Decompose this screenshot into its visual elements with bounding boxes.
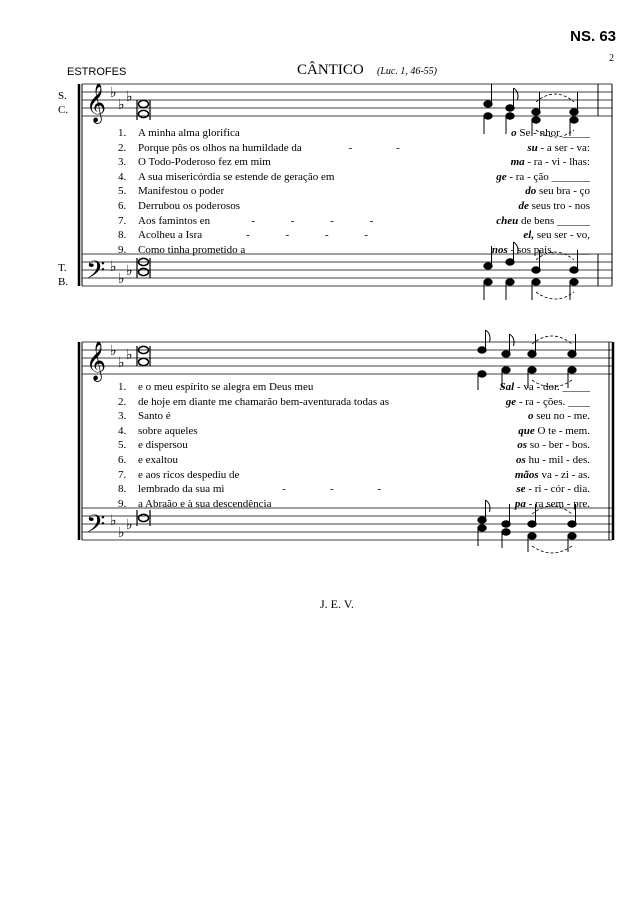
- verse-ending: os hu - mil - des.: [516, 454, 590, 466]
- verse-line: 9. a Abraão e à sua descendência pa - ra sem - pre.: [118, 497, 590, 510]
- verse-line: 1. A minha alma glorifica o Se - nhor _____: [118, 127, 590, 139]
- author: J. E. V.: [320, 597, 354, 611]
- scripture-reference: (Luc. 1, 46-55): [377, 66, 437, 77]
- verse-line: 2. Porque pôs os olhos na humildade da - - su - a ser - va:: [118, 141, 590, 154]
- verse-ending: de seus tro - nos: [518, 200, 590, 212]
- svg-text:♭: ♭: [118, 97, 125, 113]
- svg-text:♭: ♭: [126, 263, 133, 279]
- verse-number: 4.: [118, 424, 127, 437]
- verse-line: 5. e dispersou os so - ber - bos.: [118, 439, 590, 452]
- verse-number: 2.: [118, 141, 127, 154]
- verse-number: 8.: [118, 229, 127, 242]
- bass-clef-1: 𝄢: [86, 256, 106, 291]
- verse-number: 1.: [118, 127, 127, 139]
- svg-text:♭: ♭: [118, 271, 125, 287]
- verse-line: 8. Acolheu a Isra - - - - el, seu ser - vo,: [118, 229, 590, 242]
- hymn-title: CÂNTICO: [297, 62, 364, 78]
- voice-label-t: T.: [58, 262, 67, 274]
- verse-line: 6. e exaltou os hu - mil - des.: [118, 454, 590, 466]
- verse-number: 7.: [118, 214, 127, 227]
- verse-number: 9.: [118, 497, 127, 510]
- treble-clef-1: 𝄞: [86, 83, 107, 123]
- voice-label-c: C.: [58, 104, 69, 116]
- verse-line: 1. e o meu espírito se alegra em Deus meu Sal - va - dor. _____: [118, 381, 590, 393]
- verse-ending: se - ri - cór - dia.: [516, 483, 590, 496]
- svg-text:♭: ♭: [118, 355, 125, 371]
- verse-number: 5.: [118, 185, 127, 198]
- page-number: 2: [609, 53, 614, 64]
- verse-line: 7. e aos ricos despediu de mãos va - zi - as.: [118, 468, 590, 481]
- verse-line: 9. Como tinha prometido a nos - sos pais, ______: [118, 243, 590, 256]
- verse-ending: os so - ber - bos.: [517, 439, 590, 452]
- verse-ending: ge - ra - ção _______: [496, 170, 590, 183]
- verse-ending: do seu bra - ço: [525, 185, 590, 198]
- verse-number: 8.: [118, 483, 127, 496]
- verse-ending: mãos va - zi - as.: [514, 468, 590, 481]
- voice-label-s: S.: [58, 90, 67, 102]
- verse-ending: su - a ser - va:: [527, 141, 590, 154]
- verse-line: 6. Derrubou os poderosos de seus tro - nos: [118, 200, 590, 212]
- verse-ending: o Se - nhor _____: [511, 127, 590, 139]
- verse-number: 7.: [118, 468, 127, 481]
- verse-ending: cheu de bens ______: [496, 214, 590, 227]
- verse-number: 9.: [118, 243, 127, 256]
- verse-line: 4. sobre aqueles que O te - mem.: [118, 424, 590, 437]
- verse-line: 3. O Todo-Poderoso fez em mim ma - ra - vi - lhas:: [118, 156, 590, 169]
- verse-ending: Sal - va - dor. _____: [499, 381, 590, 393]
- verse-line: 5. Manifestou o poder do seu bra - ço: [118, 185, 590, 198]
- svg-text:♭: ♭: [126, 517, 133, 533]
- verse-number: 6.: [118, 454, 127, 466]
- verse-number: 3.: [118, 410, 127, 423]
- verse-number: 5.: [118, 439, 127, 452]
- svg-text:♭: ♭: [110, 259, 117, 275]
- verse-ending: o seu no - me.: [527, 410, 590, 423]
- verse-line: 3. Santo é o seu no - me.: [118, 410, 590, 423]
- verse-line: 7. Aos famintos en - - - - cheu de bens ______: [118, 214, 590, 227]
- verse-number: 2.: [118, 395, 127, 408]
- verse-number: 1.: [118, 381, 127, 393]
- verse-number: 6.: [118, 200, 127, 212]
- verse-ending: pa - ra sem - pre.: [514, 497, 590, 510]
- section-label: ESTROFES: [67, 66, 127, 78]
- verse-line: 2. de hoje em diante me chamarão bem-aventurada todas as ge - ra - ções. ____: [118, 395, 590, 408]
- svg-text:♭: ♭: [118, 525, 125, 541]
- verse-ending: el, seu ser - vo,: [523, 229, 590, 242]
- verse-ending: ge - ra - ções. ____: [505, 395, 590, 408]
- svg-text:♭: ♭: [110, 343, 117, 359]
- verse-line: 8. lembrado da sua mi - - - se - ri - cór - dia.: [118, 483, 590, 496]
- treble-clef-2: 𝄞: [86, 341, 107, 381]
- verse-number: 4.: [118, 170, 127, 183]
- verse-ending: que O te - mem.: [518, 424, 590, 437]
- hymn-number: NS. 63: [570, 28, 616, 45]
- verse-number: 3.: [118, 156, 127, 169]
- svg-text:♭: ♭: [110, 85, 117, 101]
- svg-text:♭: ♭: [126, 347, 133, 363]
- verse-line: 4. A sua misericórdia se estende de geração em ge - ra - ção _______: [118, 170, 590, 183]
- bass-clef-2: 𝄢: [86, 510, 106, 545]
- verse-ending: ma - ra - vi - lhas:: [510, 156, 590, 169]
- verse-ending: nos - sos pais, ______: [491, 243, 590, 256]
- svg-text:♭: ♭: [110, 513, 117, 529]
- svg-text:♭: ♭: [126, 89, 133, 105]
- voice-label-b: B.: [58, 276, 69, 288]
